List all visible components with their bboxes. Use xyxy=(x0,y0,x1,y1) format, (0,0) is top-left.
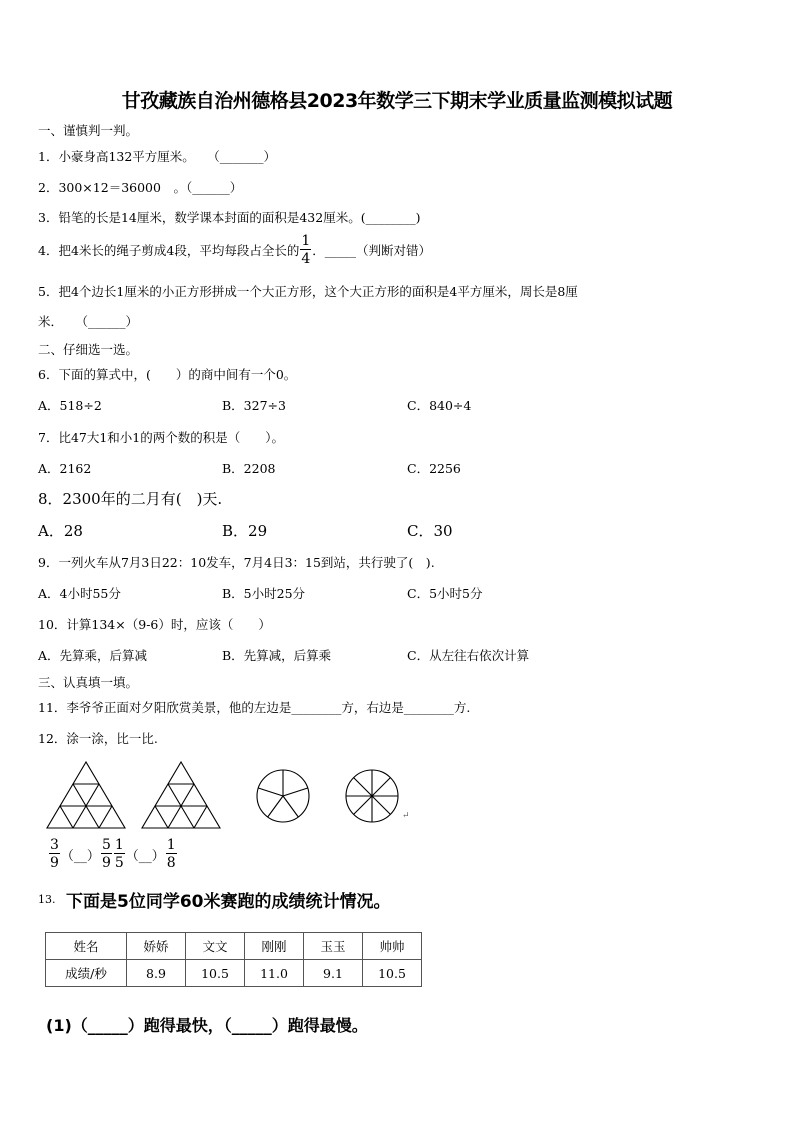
scores-table xyxy=(45,932,422,987)
question-13: 下面是5位同学60米赛跑的成绩统计情况。 xyxy=(66,892,391,912)
q7-option-a: A．2162 xyxy=(38,461,92,476)
q6-option-c: C．840÷4 xyxy=(407,398,472,413)
table-cell: 刚刚 xyxy=(245,933,304,960)
table-cell: 文文 xyxy=(186,933,245,960)
q9-option-b: B．5小时25分 xyxy=(222,586,306,601)
question-5-line-1: 5．把4个边长1厘米的小正方形拼成一个大正方形，这个大正方形的面积是4平方厘米，周长是8厘 xyxy=(38,284,578,299)
fraction-numerator: 1 xyxy=(301,233,311,249)
q7-option-b: B．2208 xyxy=(222,461,276,476)
fraction-denominator: 4 xyxy=(301,251,311,267)
question-13-number: 13. xyxy=(38,893,56,906)
question-11: 11．李爷爷正面对夕阳欣赏美景，他的左边是________方，右边是________方. xyxy=(38,700,471,715)
fraction-3-9 xyxy=(49,838,60,870)
compare-blank-2: （__） xyxy=(125,848,165,864)
question-12: 12．涂一涂，比一比. xyxy=(38,731,158,746)
table-cell: 8.9 xyxy=(127,960,186,987)
q7-option-c: C．2256 xyxy=(407,461,461,476)
fraction-denominator: 8 xyxy=(166,855,176,871)
question-4-tail: ．_____（判断对错） xyxy=(312,243,432,258)
q10-option-c: C．从左往右依次计算 xyxy=(407,648,530,663)
q8-option-c: C．30 xyxy=(407,522,453,540)
table-cell: 玉玉 xyxy=(304,933,363,960)
question-2: 2．300×12＝36000 。（______） xyxy=(38,180,243,195)
question-8: 8．2300年的二月有( )天. xyxy=(38,490,223,508)
question-3: 3．铅笔的长是14厘米，数学课本封面的面积是432厘米。(________) xyxy=(38,210,421,225)
fraction-numerator: 3 xyxy=(50,837,59,853)
section-heading-3: 三、认真填一填。 xyxy=(38,675,139,690)
circle-five-parts xyxy=(255,768,311,824)
question-7: 7．比47大1和小1的两个数的积是（ ）。 xyxy=(38,430,285,445)
question-1: 1．小豪身高132平方厘米。 （_______） xyxy=(38,149,277,164)
fraction-numerator: 1 xyxy=(114,837,124,853)
triangle-figure-1 xyxy=(45,760,127,830)
circle-eight-parts xyxy=(344,768,400,824)
fraction-comparison-row xyxy=(48,838,178,870)
table-cell: 成绩/秒 xyxy=(46,960,127,987)
q8-option-b: B．29 xyxy=(222,522,268,540)
fraction-1-8 xyxy=(166,838,177,870)
question-4 xyxy=(38,234,431,266)
table-cell: 9.1 xyxy=(304,960,363,987)
q6-option-b: B．327÷3 xyxy=(222,398,286,413)
fraction-denominator: 9 xyxy=(50,855,59,871)
question-5-line-2: 米． （______） xyxy=(38,314,139,329)
question-9: 9．一列火车从7月3日22：10发车，7月4日3：15到站，共行驶了( ). xyxy=(38,555,435,570)
fraction-denominator: 5 xyxy=(114,855,124,871)
q6-option-a: A．518÷2 xyxy=(38,398,102,413)
question-10: 10．计算134×（9-6）时，应该（ ） xyxy=(38,617,271,632)
q9-option-c: C．5小时5分 xyxy=(407,586,483,601)
compare-blank-1: （__） xyxy=(60,848,100,864)
section-heading-1: 一、谨慎判一判。 xyxy=(38,123,139,138)
table-cell: 10.5 xyxy=(363,960,422,987)
question-4-fraction xyxy=(300,234,311,266)
question-6: 6．下面的算式中，( ）的商中间有一个0。 xyxy=(38,367,297,382)
q9-option-a: A．4小时55分 xyxy=(38,586,121,601)
q8-option-a: A．28 xyxy=(38,522,83,540)
q10-option-b: B．先算减，后算乘 xyxy=(222,648,332,663)
question-4-text: 4．把4米长的绳子剪成4段，平均每段占全长的 xyxy=(38,243,300,258)
q10-option-a: A．先算乘，后算减 xyxy=(38,648,148,663)
fraction-numerator: 5 xyxy=(101,837,111,853)
fraction-5-9 xyxy=(101,838,112,870)
table-row xyxy=(46,960,422,987)
triangle-figure-2 xyxy=(140,760,222,830)
page-title: 甘孜藏族自治州德格县2023年数学三下期末学业质量监测模拟试题 xyxy=(121,90,673,112)
fraction-denominator: 9 xyxy=(101,855,111,871)
table-cell: 帅帅 xyxy=(363,933,422,960)
table-header-row xyxy=(46,933,422,960)
table-cell: 姓名 xyxy=(46,933,127,960)
section-heading-2: 二、仔细选一选。 xyxy=(38,342,139,357)
table-cell: 11.0 xyxy=(245,960,304,987)
fraction-numerator: 1 xyxy=(166,837,176,853)
paragraph-mark: ↵ xyxy=(402,811,410,821)
question-13-part-1: (1)（_____）跑得最快，（_____）跑得最慢。 xyxy=(46,1016,368,1035)
table-cell: 10.5 xyxy=(186,960,245,987)
table-cell: 娇娇 xyxy=(127,933,186,960)
fraction-1-5 xyxy=(114,838,125,870)
